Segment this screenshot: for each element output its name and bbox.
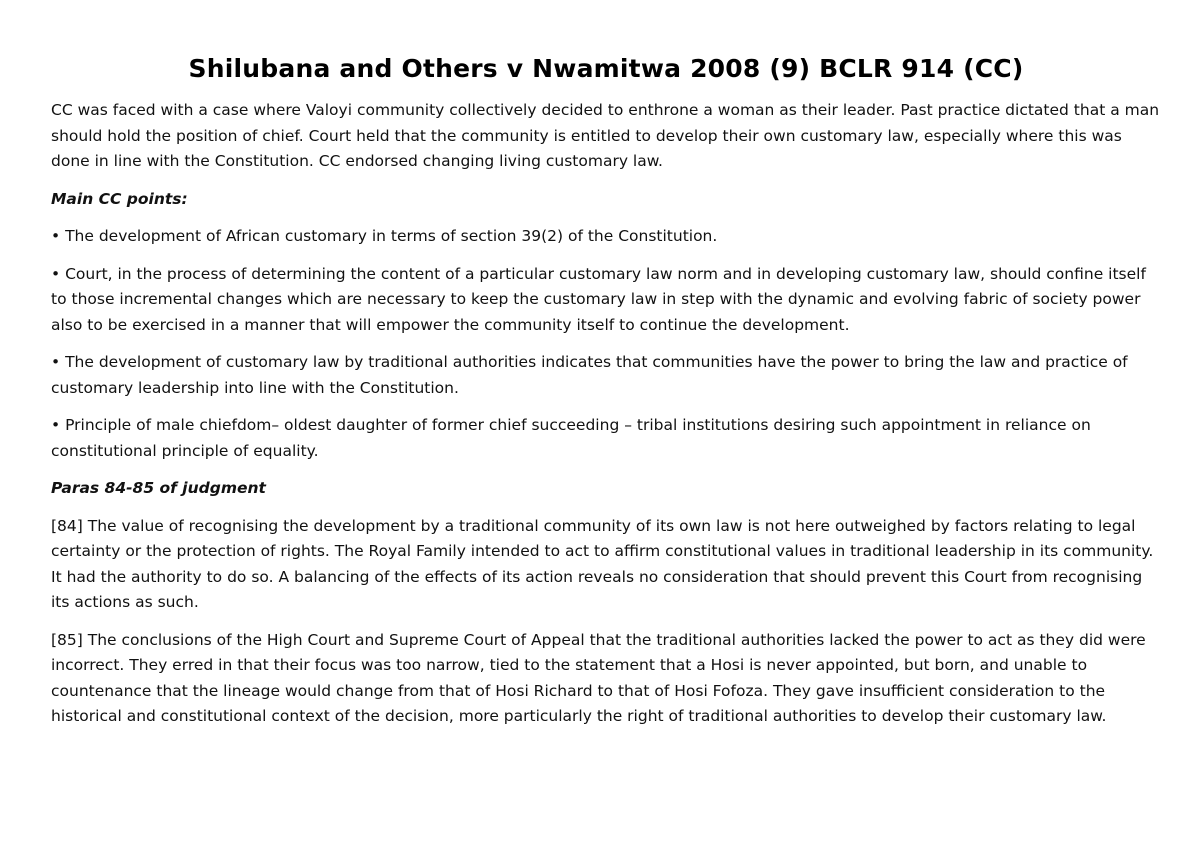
document-page bbox=[51, 50, 1161, 742]
main-point-item: • The development of African customary in terms of section 39(2) of the Constitution. bbox=[51, 227, 718, 245]
document-title: Shilubana and Others v Nwamitwa 2008 (9) BCLR 914 (CC) bbox=[188, 54, 1024, 83]
main-point-item: • Court, in the process of determining the content of a particular customary law norm and in developing customary law, should confine itself to those incremental changes which are necessary to keep the customary law in step with the dynamic and evolving fabric of society power also to be exercised in a manner that will empower the community itself to continue the development. bbox=[51, 264, 1146, 334]
paras-heading: Paras 84-85 of judgment bbox=[51, 479, 266, 497]
intro-paragraph: CC was faced with a case where Valoyi community collectively decided to enthrone a woman as their leader. Past practice dictated that a man should hold the position of chief. Court held that the community is entitled to develop their own customary law, especially where this was done in line with the Constitution. CC endorsed changing living customary law. bbox=[51, 101, 1160, 170]
main-points-heading: Main CC points: bbox=[51, 189, 188, 208]
judgment-paragraph-85: [85] The conclusions of the High Court and Supreme Court of Appeal that the traditional authorities lacked the power to act as they did were incorrect. They erred in that their focus was too narrow, tied to the statement that a Hosi is never appointed, but born, and unable to countenance that the lineage would change from that of Hosi Richard to that of Hosi Fofoza. They gave insufficient consideration to the historical and constitutional context of the decision, more particularly the right of traditional authorities to develop their customary law. bbox=[51, 630, 1146, 725]
main-point-item: • Principle of male chiefdom– oldest daughter of former chief succeeding – tribal institutions desiring such appointment in reliance on constitutional principle of equality. bbox=[51, 416, 1091, 460]
main-point-item: • The development of customary law by traditional authorities indicates that communities have the power to bring the law and practice of customary leadership into line with the Constitution. bbox=[51, 353, 1128, 397]
judgment-paragraph-84: [84] The value of recognising the development by a traditional community of its own law is not here outweighed by factors relating to legal certainty or the protection of rights. The Royal Family intended to act to affirm constitutional values in traditional leadership in its community. It had the authority to do so. A balancing of the effects of its action reveals no consideration that should prevent this Court from recognising its actions as such. bbox=[51, 516, 1154, 611]
